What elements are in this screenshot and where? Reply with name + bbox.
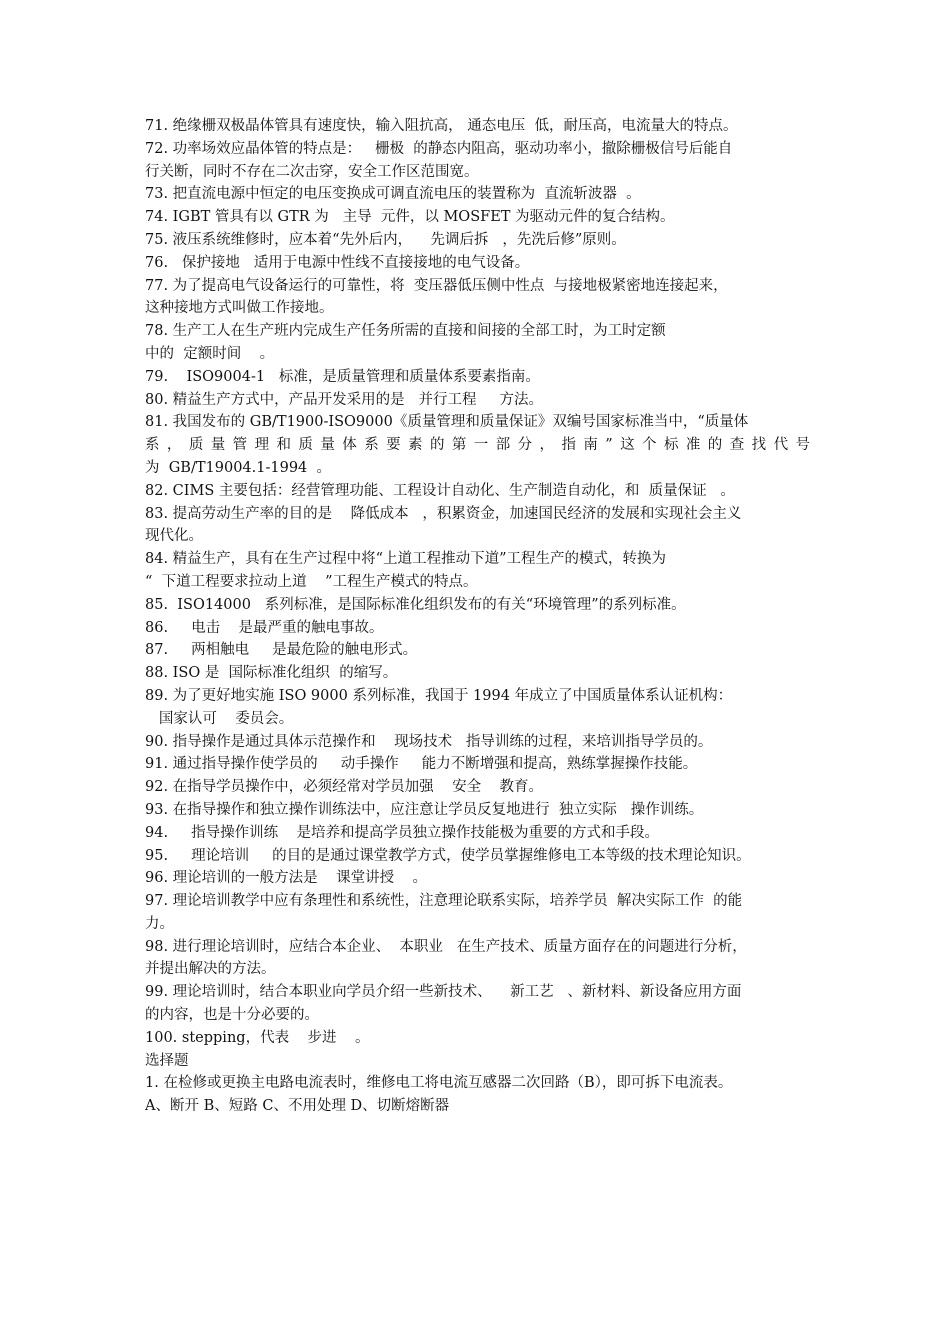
text-line-90: 90. 指导操作是通过具体示范操作和 现场技术 指导训练的过程，来培训指导学员的。 xyxy=(145,733,713,750)
text-line-86: 86. 电击 是最严重的触电事故。 xyxy=(145,619,384,636)
text-line-76: 76. 保护接地 适用于电源中性线不直接接地的电气设备。 xyxy=(145,254,530,271)
text-line-89a: 89. 为了更好地实施 ISO 9000 系列标准，我国于 1994 年成立了中国质量体系认证机构： xyxy=(145,687,733,704)
text-line-78a: 78. 生产工人在生产班内完成生产任务所需的直接和间接的全部工时，为工时定额 xyxy=(145,323,666,340)
text-line-80: 80. 精益生产方式中，产品开发采用的是 并行工程 方法。 xyxy=(145,391,544,408)
document-body xyxy=(145,115,810,1118)
text-line-89b: 国家认可 委员会。 xyxy=(145,710,294,727)
text-line-97a: 97. 理论培训教学中应有条理性和系统性，注意理论联系实际，培养学员 解决实际工作 的能 xyxy=(145,893,743,910)
text-line-91: 91. 通过指导操作使学员的 动手操作 能力不断增强和提高，熟练掌握操作技能。 xyxy=(145,756,698,773)
text-line-72b: 行关断，同时不存在二次击穿，安全工作区范围宽。 xyxy=(145,163,479,180)
text-line-83b: 现代化。 xyxy=(145,528,203,545)
text-line-100: 100. stepping，代表 步进 。 xyxy=(145,1029,370,1046)
text-line-99b: 的内容，也是十分必要的。 xyxy=(145,1007,319,1024)
text-line-95: 95. 理论培训 的目的是通过课堂教学方式，使学员掌握维修电工本等级的技术理论知识。 xyxy=(145,847,751,864)
text-line-75: 75. 液压系统维修时，应本着“先外后内， 先调后拆 ，先洗后修”原则。 xyxy=(145,231,626,248)
text-line-87: 87. 两相触电 是最危险的触电形式。 xyxy=(145,642,418,659)
text-line-84b: “ 下道工程要求拉动上道 ”工程生产模式的特点。 xyxy=(145,573,478,590)
text-line-77b: 这种接地方式叫做工作接地。 xyxy=(145,300,334,317)
question-1: 1. 在检修或更换主电路电流表时，维修电工将电流互感器二次回路（B），即可拆下电流表。 xyxy=(145,1075,733,1092)
text-line-98b: 并提出解决的方法。 xyxy=(145,961,276,978)
text-line-79: 79. ISO9004-1 标准，是质量管理和质量体系要素指南。 xyxy=(145,368,540,385)
text-line-74: 74. IGBT 管具有以 GTR 为 主导 元件，以 MOSFET 为驱动元件的复合结构。 xyxy=(145,209,675,226)
text-line-84a: 84. 精益生产，具有在生产过程中将“上道工程推动下道”工程生产的模式，转换为 xyxy=(145,551,666,568)
text-line-92: 92. 在指导学员操作中，必须经常对学员加强 安全 教育。 xyxy=(145,779,544,796)
text-line-78b: 中的 定额时间 。 xyxy=(145,345,275,362)
section-heading-choice: 选择题 xyxy=(145,1052,189,1069)
text-line-83a: 83. 提高劳动生产率的目的是 降低成本 ，积累资金，加速国民经济的发展和实现社会主义 xyxy=(145,505,742,522)
text-line-96: 96. 理论培训的一般方法是 课堂讲授 。 xyxy=(145,870,428,887)
text-line-93: 93. 在指导操作和独立操作训练法中，应注意让学员反复地进行 独立实际 操作训练。 xyxy=(145,801,704,818)
text-line-98a: 98. 进行理论培训时，应结合本企业、 本职业 在生产技术、质量方面存在的问题进行分析， xyxy=(145,938,747,955)
text-line-77a: 77. 为了提高电气设备运行的可靠性，将 变压器低压侧中性点 与接地极紧密地连接起来， xyxy=(145,277,728,294)
text-line-94: 94. 指导操作训练 是培养和提高学员独立操作技能极为重要的方式和手段。 xyxy=(145,824,660,841)
text-line-71: 71. 绝缘栅双极晶体管具有速度快，输入阻抗高， 通态电压 低，耐压高，电流量大的特点。 xyxy=(145,118,738,134)
text-line-73: 73. 把直流电源中恒定的电压变换成可调直流电压的装置称为 直流斩波器 。 xyxy=(145,186,641,203)
text-line-81a: 81. 我国发布的 GB/T1900-ISO9000《质量管理和质量保证》双编号国家标准当中，“质量体 xyxy=(145,414,749,431)
text-line-81b: 系，质量管理和质量体系要素的第一部分，指南”这个标准的查找代号 xyxy=(145,437,810,454)
text-line-85: 85. ISO14000 系列标准，是国际标准化组织发布的有关“环境管理”的系列标准。 xyxy=(145,596,686,613)
text-line-99a: 99. 理论培训时，结合本职业向学员介绍一些新技术、 新工艺 、新材料、新设备应用方面 xyxy=(145,984,742,1001)
text-line-81c: 为 GB/T19004.1-1994 。 xyxy=(145,459,331,476)
text-line-82: 82. CIMS 主要包括：经营管理功能、工程设计自动化、生产制造自动化，和 质量保证 。 xyxy=(145,482,735,499)
question-1-options: A、断开 B、短路 C、不用处理 D、切断熔断器 xyxy=(145,1098,450,1115)
text-line-72a: 72. 功率场效应晶体管的特点是： 栅极 的静态内阻高，驱动功率小，撤除栅极信号后能自 xyxy=(145,140,733,157)
text-line-97b: 力。 xyxy=(145,915,174,932)
text-line-88: 88. ISO 是 国际标准化组织 的缩写。 xyxy=(145,665,398,682)
